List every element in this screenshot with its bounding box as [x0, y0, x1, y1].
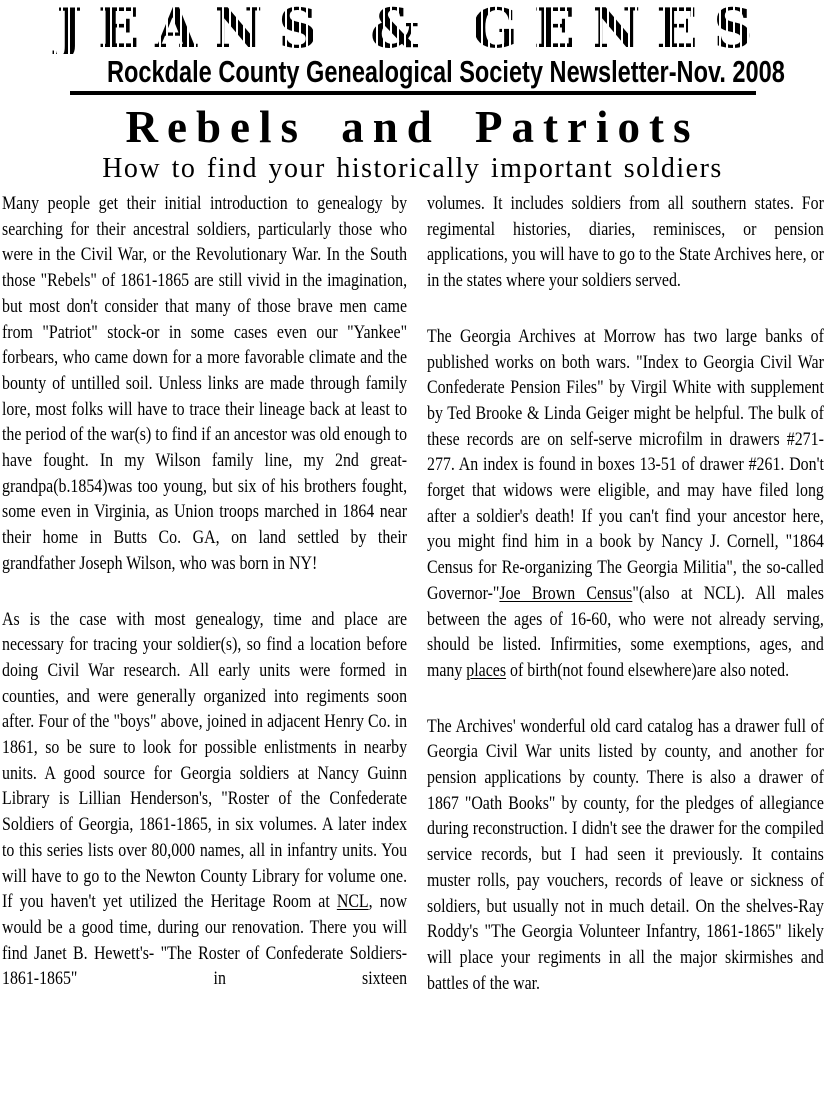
article-paragraph: [2, 607, 407, 993]
masthead-title: JEANS & GENES: [0, 2, 825, 54]
masthead-subtitle: Rockdale County Genealogical Society Newsletter-Nov. 2008: [107, 54, 785, 89]
article-paragraph: [427, 324, 824, 684]
masthead-subtitle-wrap: [0, 56, 825, 88]
article-paragraph: [427, 714, 824, 997]
article-column-left: [2, 191, 408, 996]
text-segment: As is the case with most genealogy, time and place are necessary for tracing your soldier(s), so find a location before doing Civil War research. All early units were formed in counties, and were generally organized into regiments soon after. Four of the "boys" above, joined in adjacent Henry Co. in 1861, so be sure to look for possible enlistments in nearby units. A good source for Georgia soldiers at Nancy Guinn Library is Lillian Henderson's, "Roster of the Confederate Soldiers of Georgia, 1861-1865, in six volumes. A later index to this series lists over 80,000 names, all in infantry units. You will have to go to the Newton County Library for volume one. If you haven't yet utilized the Heritage Room at: [2, 608, 408, 913]
article-paragraph: [427, 191, 824, 294]
article-headline: Rebels and Patriots: [125, 102, 700, 152]
text-segment: of birth(not found elsewhere)are also noted.: [506, 659, 790, 681]
text-segment: The Archives' wonderful old card catalog has a drawer full of Georgia Civil War units listed by county, and another for pension applications by county. There is also a drawer of 1867 "Oath Books" by county, for the pledges of allegiance during reconstruction. I didn't see the drawer for the compiled service records, but I had seen it previously. It contains muster rolls, pay vouchers, records of leave or sickness of soldiers, but usually not in much detail. On the shelves-Ray Roddy's "The Georgia Volunteer Infantry, 1861-1865" likely will place your regiments in all the major skirmishes and battles of the war.: [427, 715, 824, 994]
text-segment: volumes. It includes soldiers from all southern states. For regimental histories, diaries, reminisces, or pension applications, you will have to go to the State Archives here, or in the states where your soldiers served.: [427, 193, 824, 292]
article-subheadline: How to find your historically important soldiers: [102, 153, 723, 184]
underlined-term: Joe Brown Census: [499, 582, 633, 604]
column-gap: [408, 191, 427, 996]
article-column-right: [427, 191, 825, 996]
text-segment: Many people get their initial introduction to genealogy by searching for their ancestral soldiers, particularly those who were in the Civil War, or the Revolutionary War. In the South those "Rebels" of 1861-1865 are still vivid in the imagination, but most don't consider that many of those brave men came from "Patriot" stock-or in some cases even our "Yankee" forbears, who came down for a more favorable climate and the bounty of untilled soil. Unless links are made through family lore, most folks will have to trace their lineage back at least to the period of the war(s) to find if an ancestor was old enough to have fought. In my Wilson family line, my 2nd great-grandpa(b.1854)was too young, but six of his brothers fought, some even in Virginia, as Union troops marched in 1864 near their home in Butts Co. GA, on land settled by their grandfather Joseph Wilson, who was born in NY!: [2, 193, 408, 574]
text-segment: "(also at NCL). All males between the ages of 16-60, who were not already serving, should be listed. Infirmities, some exemptions, ages, and many: [427, 582, 824, 681]
article-column-left-text: [2, 191, 407, 992]
article-column-right-text: [427, 191, 824, 996]
article-columns: [0, 191, 825, 996]
masthead: [0, 0, 825, 95]
underlined-term: places: [466, 659, 507, 681]
text-segment: , now would be a good time, during our renovation. There you will find Janet B. Hewett's- "The Roster of Confederate Soldiers-1861-1865" in sixteen: [2, 891, 408, 990]
underlined-term: NCL: [336, 891, 369, 913]
text-segment: The Georgia Archives at Morrow has two large banks of published works on both wars. "Index to Georgia Civil War Confederate Pension Files" by Virgil White with supplement by Ted Brooke & Linda Geiger might be helpful. The bulk of these records are on self-serve microfilm in drawers #271-277. An index is found in boxes 13-51 of drawer #261. Don't forget that widows were eligible, and may have filed long after a soldier's death! If you can't find your ancestor here, you might find him in a book by Nancy J. Cornell, "1864 Census for Re-organizing The Georgia Militia", the so-called Governor-": [427, 325, 824, 604]
masthead-divider: [70, 91, 756, 95]
article-paragraph: [2, 191, 407, 577]
